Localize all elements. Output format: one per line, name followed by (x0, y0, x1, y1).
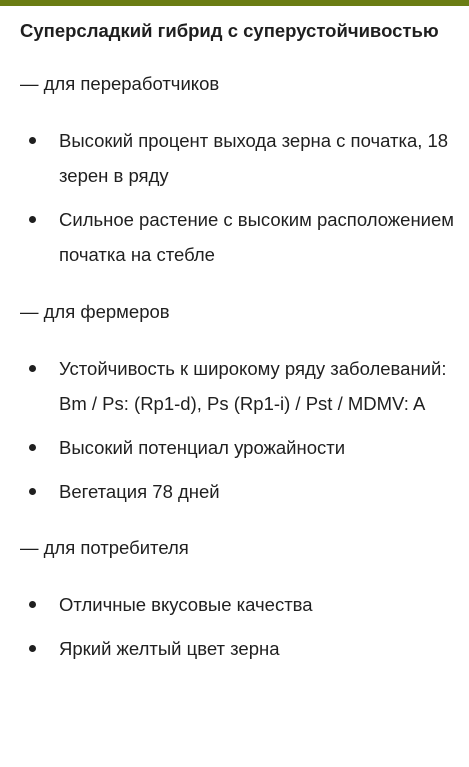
list-item-text: Высокий потенциал урожайности (59, 437, 346, 458)
list-item-text: Отличные вкусовые качества (59, 594, 313, 615)
top-accent-bar (0, 0, 469, 6)
list-item-text: Высокий процент выхода зерна с початка, 18 зерен в ряду (59, 130, 449, 186)
list-item (20, 351, 460, 421)
list-item (20, 430, 460, 465)
list-item (20, 474, 460, 509)
list-item-text: Сильное растение с высоким расположением початка на стебле (59, 209, 455, 265)
list-item (20, 587, 460, 622)
list-item-text: Яркий желтый цвет зерна (59, 638, 280, 659)
product-description (20, 14, 460, 666)
list-item-text: Вегетация 78 дней (59, 481, 220, 502)
bullet-icon (29, 444, 36, 451)
bullet-icon (29, 601, 36, 608)
section-label-farmers: — для фермеров (20, 301, 170, 322)
section-label-consumers: — для потребителя (20, 537, 189, 558)
list-item (20, 202, 460, 272)
bullet-icon (29, 365, 36, 372)
consumers-benefits-list (20, 587, 460, 666)
processors-benefits-list (20, 123, 460, 272)
list-item (20, 631, 460, 666)
section-label-processors: — для переработчиков (20, 73, 220, 94)
list-item (20, 123, 460, 193)
farmers-benefits-list (20, 351, 460, 509)
bullet-icon (29, 645, 36, 652)
bullet-icon (29, 216, 36, 223)
page-title: Суперсладкий гибрид с суперустойчивостью (20, 20, 439, 41)
bullet-icon (29, 488, 36, 495)
list-item-text: Устойчивость к широкому ряду заболеваний: Bm / Ps: (Rp1-d), Ps (Rp1-i) / Pst / MDMV: A (59, 358, 447, 414)
bullet-icon (29, 137, 36, 144)
